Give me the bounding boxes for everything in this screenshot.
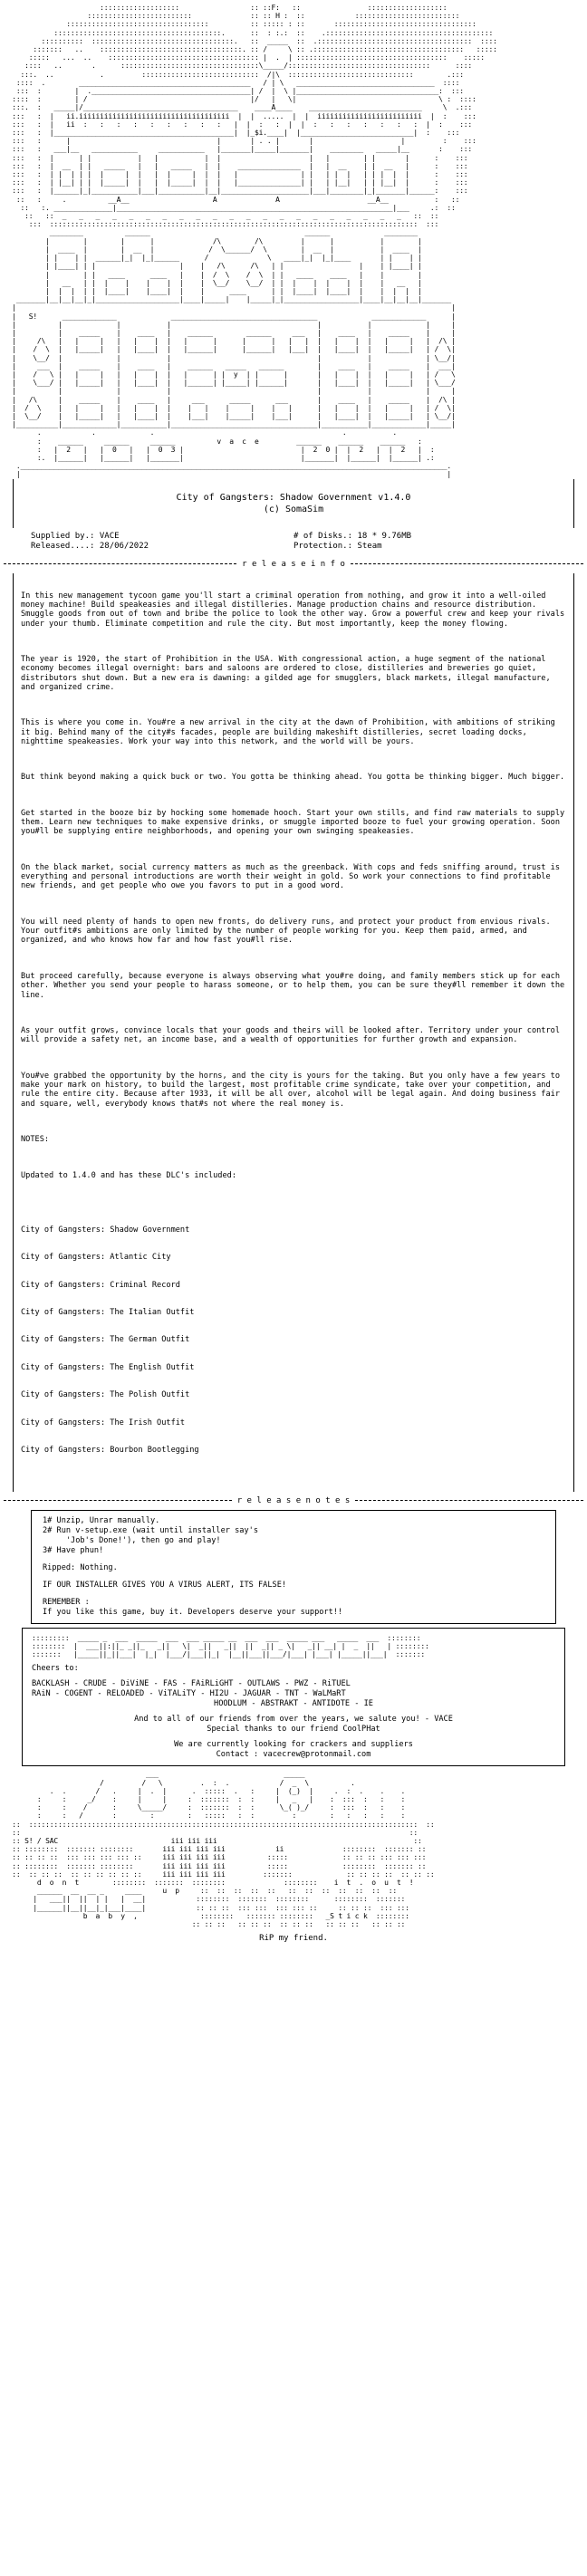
protection-label: Protection.: <box>294 541 353 551</box>
title-box-top-art: .______________________________________________________________________________________________________. | | <box>15 462 451 479</box>
release-notes-box <box>31 1510 556 1624</box>
install-step: 'Job's Done!'), then go and play! <box>43 1535 221 1545</box>
special-thanks-line: Special thanks to our friend CoolPHat <box>207 1725 380 1735</box>
info-paragraph: But think beyond making a quick buck or two. You gotta be thinking ahead. You gotta be thinking bigger. Much bigger. <box>21 773 565 783</box>
dlc-item: City of Gangsters: Atlantic City <box>21 1253 171 1263</box>
game-title: City of Gangsters: Shadow Government v1.4.0 <box>176 492 411 503</box>
dlc-item: City of Gangsters: Criminal Record <box>21 1280 180 1290</box>
contact-line <box>32 1750 555 1760</box>
info-paragraph: As your outfit grows, convince locals that your goods and theirs will be looked after. Territory under your control will provide a safety net, an income base, and a wealth of opportunities for further growth and expansion. <box>21 1026 565 1045</box>
dlc-item: City of Gangsters: Bourbon Bootlegging <box>21 1446 199 1456</box>
title-box <box>13 479 574 528</box>
contact-email: vacecrew@protonmail.com <box>263 1750 371 1760</box>
dlc-list <box>21 1206 566 1473</box>
greets-box <box>22 1628 565 1767</box>
contact-label: Contact : <box>216 1750 259 1760</box>
footer-text: RiP my friend. <box>259 1934 328 1944</box>
nfo-document <box>4 4 583 1943</box>
protection-value: Steam <box>357 541 382 551</box>
info-paragraph: On the black market, social currency matters as much as the greenback. With cops and feds sniffing around, trust is everything and personal introductions are worth their weight in gold. So work your connections to find profitable new friends, and get people who owe you favors to put in a good word. <box>21 863 565 891</box>
footer-ascii-art: ___ _____ / / \ . : . / _ \ . . . / . | . | . ::::: . : | (_) | . : . . . : : _/ : | | : ::::::: : : | _ | : ::: : : : : : / : \_____/ : ::::::: : : \_( )_/ : ::: : : : : : / : : : ::::: : : : : : : : : :: ::::::::::::::::::::::::::::::::::::::::::::::::::::::::::::::::::::::::::::::::::::::::::::: :: :: :: :: S! / SAC iii iii iii :: :: :::::::: ::::::: :::::::: iii iii iii iii ii :::::::: ::::::: :: :: :: :: :: ::: ::: ::: ::: :: iii iii iii iii ::::: :: :: :: ::: ::: ::: :: :::::::: ::::::: :::::::: iii iii iii iii ::::: :::::::: ::::::: :: :: :: :: :: :: :: :: :: :: :: iii iii iii iii ::::::: :: :: :: :: :: :: :: d o n t :::::::: ::::::: :::::::: :::::::: i t . o u t ! ______ __ __ _ ____ u p :: :: :: :: :: :: :: :: :: :: :: :: | ___|| || | | | __| :::::::: ::::::: :::::::: :::::::: ::::::: |______||__||__|_|___|____| :: :: :: ::: ::: ::: ::: :: :: :: :: ::: ::: b a b y , :::::::: ::::::: :::::::: _S t i c k :::::::: :: :: :: :: :: :: :: :: :: :: :: :: :: :: :: <box>12 1770 435 1929</box>
dlc-item: City of Gangsters: The Irish Outfit <box>21 1418 186 1427</box>
release-notes-title: r e l e a s e n o t e s <box>236 1495 351 1505</box>
updated-line: Updated to 1.4.0 and has these DLC's included: <box>21 1170 236 1180</box>
info-paragraph: You will need plenty of hands to open new fronts, do delivery runs, and protect your product from envious rivals. Your outfit#s ambitions are only limited by the number of people working for you. Keep them paid, armed, and organized, and who knows how far and how fast you#ll rise. <box>21 918 555 946</box>
supplied-by-row <box>31 532 294 542</box>
header-ascii-art: ::::::::::::::::::: :: ::F: :: ::::::::::::::::::: ::::::::::::::::::::::::: :: :: H : :: ::::::::::::::::::::::::: :::::::::::::::::::::::::::::::::: :: ::::: : :: :::::::::::::::::::::::::::::::::: ::::::::::::::::::::::::::::::::::::::::. :: : :.: :: .:::::::::::::::::::::::::::::::::::::::: :::::::::: ::::::::::::::::::::::::::::::::::. :: _____ :: .::::::::::::::::::::::::::::::::::::: :::: ::::::: .. ::::::::::::::::::::::::::::::::::. :: / \ :: .:::::::::::::::::::::::::::::::::::: ::::: ::::: ... .. :::::::::::::::::::::::::::::::::::: | . | :::::::::::::::::::::::::::::::::::: ::::: :::: .. . :::::::::::::::::::::::::::::::::\_____/:::::::::::::::::::::::::::::::::: :::: :::. .. . :::::::::::::::::::::::::::: /|\ :::::::::::::::::::::::::::::: .::: :::: . _________________________________________ / | \ _________________________________ :::: ::: : | .______________________________________| / | \ |__________________________________: ::: :::: : | / |/ | \| \ : :::: :::. : _____|/_____________________________________ ____A____ ___________________________ \ .::: ::: : | ii.iiiiiiiiiiiiiiiiiiiiiiiiiiiiiiiiiiii | | ..... | | iiiiiiiiiiiiiiiiiiiiiiiii | : ::: ::: : | ii : : : : : : : : : | | : : | | : : : : : : : | : ::: ::: : |___________________________________________| |_$i.____| |___________________________| : ::: ::: : | | | . . | | | : ::: ::: : ___|__ ___________ ___________ |_______|_____|_______| ________ _____|__ : ::: ::: : | | | | | | | | | | | | : ::: ::: : | __ | | _____ | | _____ | | _______________ | | __ | | __ | : ::: ::: : | | | | | | | | | | | | | | | | | | | | | | | | : ::: ::: : | |__| | | |_____| | | |_____| | | |_______________| | | |__| | | |__| | : ::: ::: : |______|_|___________|___|___________|__|_____________________|___|________|_|_______|______: ::: :: : . __A__ A A __A__ : :: :: :. ______________|__________________________________________________________________|___ .: :: :: :: _ _ _ _ _ _ _ _ _ _ _ _ _ _ _ _ _ _ _ _ _ :: :: ::: :::::::::::::::::::::::::::::::::::::::::::::::::::::::::::::::::::::::::::::::::::::::: ::: <box>12 4 497 229</box>
release-info-title: r e l e a s e i n f o <box>242 559 345 569</box>
install-step: 2# Run v-setup.exe (wait until installer say's <box>43 1525 258 1535</box>
notes-label: NOTES: <box>21 1135 50 1145</box>
remember-label: REMEMBER : <box>43 1597 90 1607</box>
recruiting-line: We are currently looking for crackers and suppliers <box>174 1740 413 1750</box>
disks-row <box>294 532 556 542</box>
ripped-line: Ripped: Nothing. <box>43 1562 118 1572</box>
copyright: (c) SomaSim <box>263 504 324 514</box>
thanks-line: And to all of our friends from over the years, we salute you! - VACE <box>134 1715 453 1725</box>
release-info-header <box>4 559 583 570</box>
greets-ascii-art: ::::::::: _____ _ ___ _____ ___ ___ _____ __ ___ ___ _____ ___ _____ ___ :::::::: :::::::: | ___||:||_ _||_ _|| \| _|| _|| || _|| _ \| _|| __| | _ || | :::::::: ::::::: |_____||_||___| |_| |___/|___||_| |__||___||___/|___| |___| |_____||___| ::::::: <box>32 1633 429 1659</box>
supplied-by-label: Supplied by.: <box>31 531 95 541</box>
dlc-item: City of Gangsters: The German Outfit <box>21 1335 190 1345</box>
greets-line: BACKLASH - CRUDE - DiViNE - FAS - FAiRLiGHT - OUTLAWS - PWZ - RiTUEL <box>32 1679 351 1689</box>
dlc-item: City of Gangsters: Shadow Government <box>21 1225 190 1235</box>
info-paragraph: You#ve grabbed the opportunity by the horns, and the city is yours for the taking. But you only have a few years to make your mark on history, to build the largest, most profitable crime syndicate, take over your competition, and rule the entire city. Because after 1933, it will be all over, alcohol will be legal again. And doing business fair and square, well, everybody knows that#s not where the real money is. <box>21 1071 565 1109</box>
disks-value: 18 * 9.76MB <box>357 531 412 541</box>
cheers-label: Cheers to: <box>32 1664 79 1674</box>
dlc-item: City of Gangsters: The Polish Outfit <box>21 1390 190 1400</box>
info-paragraph: The year is 1920, the start of Prohibition in the USA. With congressional action, a huge segment of the national economy becomes illegal overnight: bars and saloons are ordered to close, distilleries and breweries go quiet, distributors shut down. But a new era is dawning: a gilded age for smugglers, black markets, illegal manufacture, and organized crime. <box>21 655 555 692</box>
remember-text: If you like this game, buy it. Developers deserve your support!! <box>43 1607 343 1617</box>
protection-row <box>294 542 556 552</box>
greets-line: RAiN - COGENT - RELOADED - ViTALiTY - HI2U - JAGUAR - TNT - WaLMaRT <box>32 1689 346 1699</box>
released-value: 28/06/2022 <box>99 541 149 551</box>
released-label: Released....: <box>31 541 95 551</box>
supplied-by-value: VACE <box>99 531 120 541</box>
release-stats <box>4 528 583 555</box>
city-ascii-art: ________ ______ ______ ________ | | | | /\ /\ | | | | | ____ | | __ | / \______/ \ | __ | | ____ | | | | | ______|_| |_|______ / \ ____|_| |_|____ | | | | | |____| | | | | /\ /\ | | | | |____| | | | | ____ ____ | | / \ / \ | | ____ ____ | | | | __ | | | | | | | | \__/ \__/ | | | | | | | | __ | | | | | | |____| |____| | | ____ | | |____| |____| | | | | | _______|__|__|__|_|____________________|____|_____| |_____|_|__________________|____|__|__|__|_______ | | | S! _____________ ___________________________________ _____________ | | | | | | | | | | | _____ | ____ | ______ ______ ___ | ____ | _____ | | | /\ | | | | | | | | | | | | | | | | | | | | /\ | | / \ | |_____| | |____| | |______| |______| |___| | |____| | |_____| | / \| | \__/ | | | | | | \__/| | ___ | _____ | ____ | ______ _____ ______ | ____ | _____ | ___| | / \ | | | | | | | | | | y | | | | | | | | | | / \ | \___/ | |_____| | |____| | |______| |_____| |______| | |____| | |_____| | \___/ | | | | | | | | | /\ | _____ | ____ | ___ _____ ___ | ____ | _____ | /\ | | / \ | | | | | | | | | | | | | | | | | | | | / \| | \__/ | |_____| | |____| | |___| |_____| |___| | |____| | |_____| | \__/| |__________|_____________|___________|___________________________________|___________|_____________|_____| . . . . . : ______ ______ ______ v a c e ______ ______ ______ : : | 2 | | 0 | | 0 3 | | 2 0 | | 2 | | 2 | : :. |______| |______| |_______| |_______| |______| |______| .: <box>12 228 456 462</box>
info-paragraph: This is where you come in. You#re a new arrival in the city at the dawn of Prohibition, with ambitions of striking it big. Behind many of the city#s facades, people are building makeshift distilleries, secret loading docks, nighttime speakeasies. Work your way into this network, and the world will be yours. <box>21 718 561 746</box>
disks-label: # of Disks.: <box>294 531 353 541</box>
released-row <box>31 542 294 552</box>
release-notes-header <box>4 1495 583 1506</box>
dlc-item: City of Gangsters: The English Outfit <box>21 1362 195 1372</box>
info-paragraph: But proceed carefully, because everyone is always observing what you#re doing, and family members stick up for each other. Whether you send your people to harass someone, or to help them, you can be sure they#ll remember it down the line. <box>21 972 570 1000</box>
info-paragraph: Get started in the booze biz by hocking some homemade hooch. Start your own stills, and find raw materials to supply them. Learn new techniques to make expensive drinks, or smuggle imported booze to fuel your growing operation. Soon you#ll be supplying entire neighborhoods, and opening your own swinging speakeasies. <box>21 809 570 837</box>
virus-warning: IF OUR INSTALLER GIVES YOU A VIRUS ALERT, ITS FALSE! <box>43 1580 287 1590</box>
install-step: 3# Have phun! <box>43 1545 104 1555</box>
install-step: 1# Unzip, Unrar manually. <box>43 1515 160 1525</box>
info-paragraph: In this new management tycoon game you'll start a criminal operation from nothing, and grow it into a well-oiled money machine! Build speakeasies and illegal distilleries. Manage production chains and resource distribution. Smuggle goods from out of town and bribe the police to look the other way. Grow a powerful crew and keep your rivals under your thumb. Eliminate competition and rule the city. But most importantly, keep the money flowing. <box>21 591 570 629</box>
dlc-item: City of Gangsters: The Italian Outfit <box>21 1307 195 1317</box>
greets-line: HOODLUM - ABSTRAKT - ANTIDOTE - IE <box>214 1699 373 1709</box>
release-info-box <box>13 573 574 1492</box>
